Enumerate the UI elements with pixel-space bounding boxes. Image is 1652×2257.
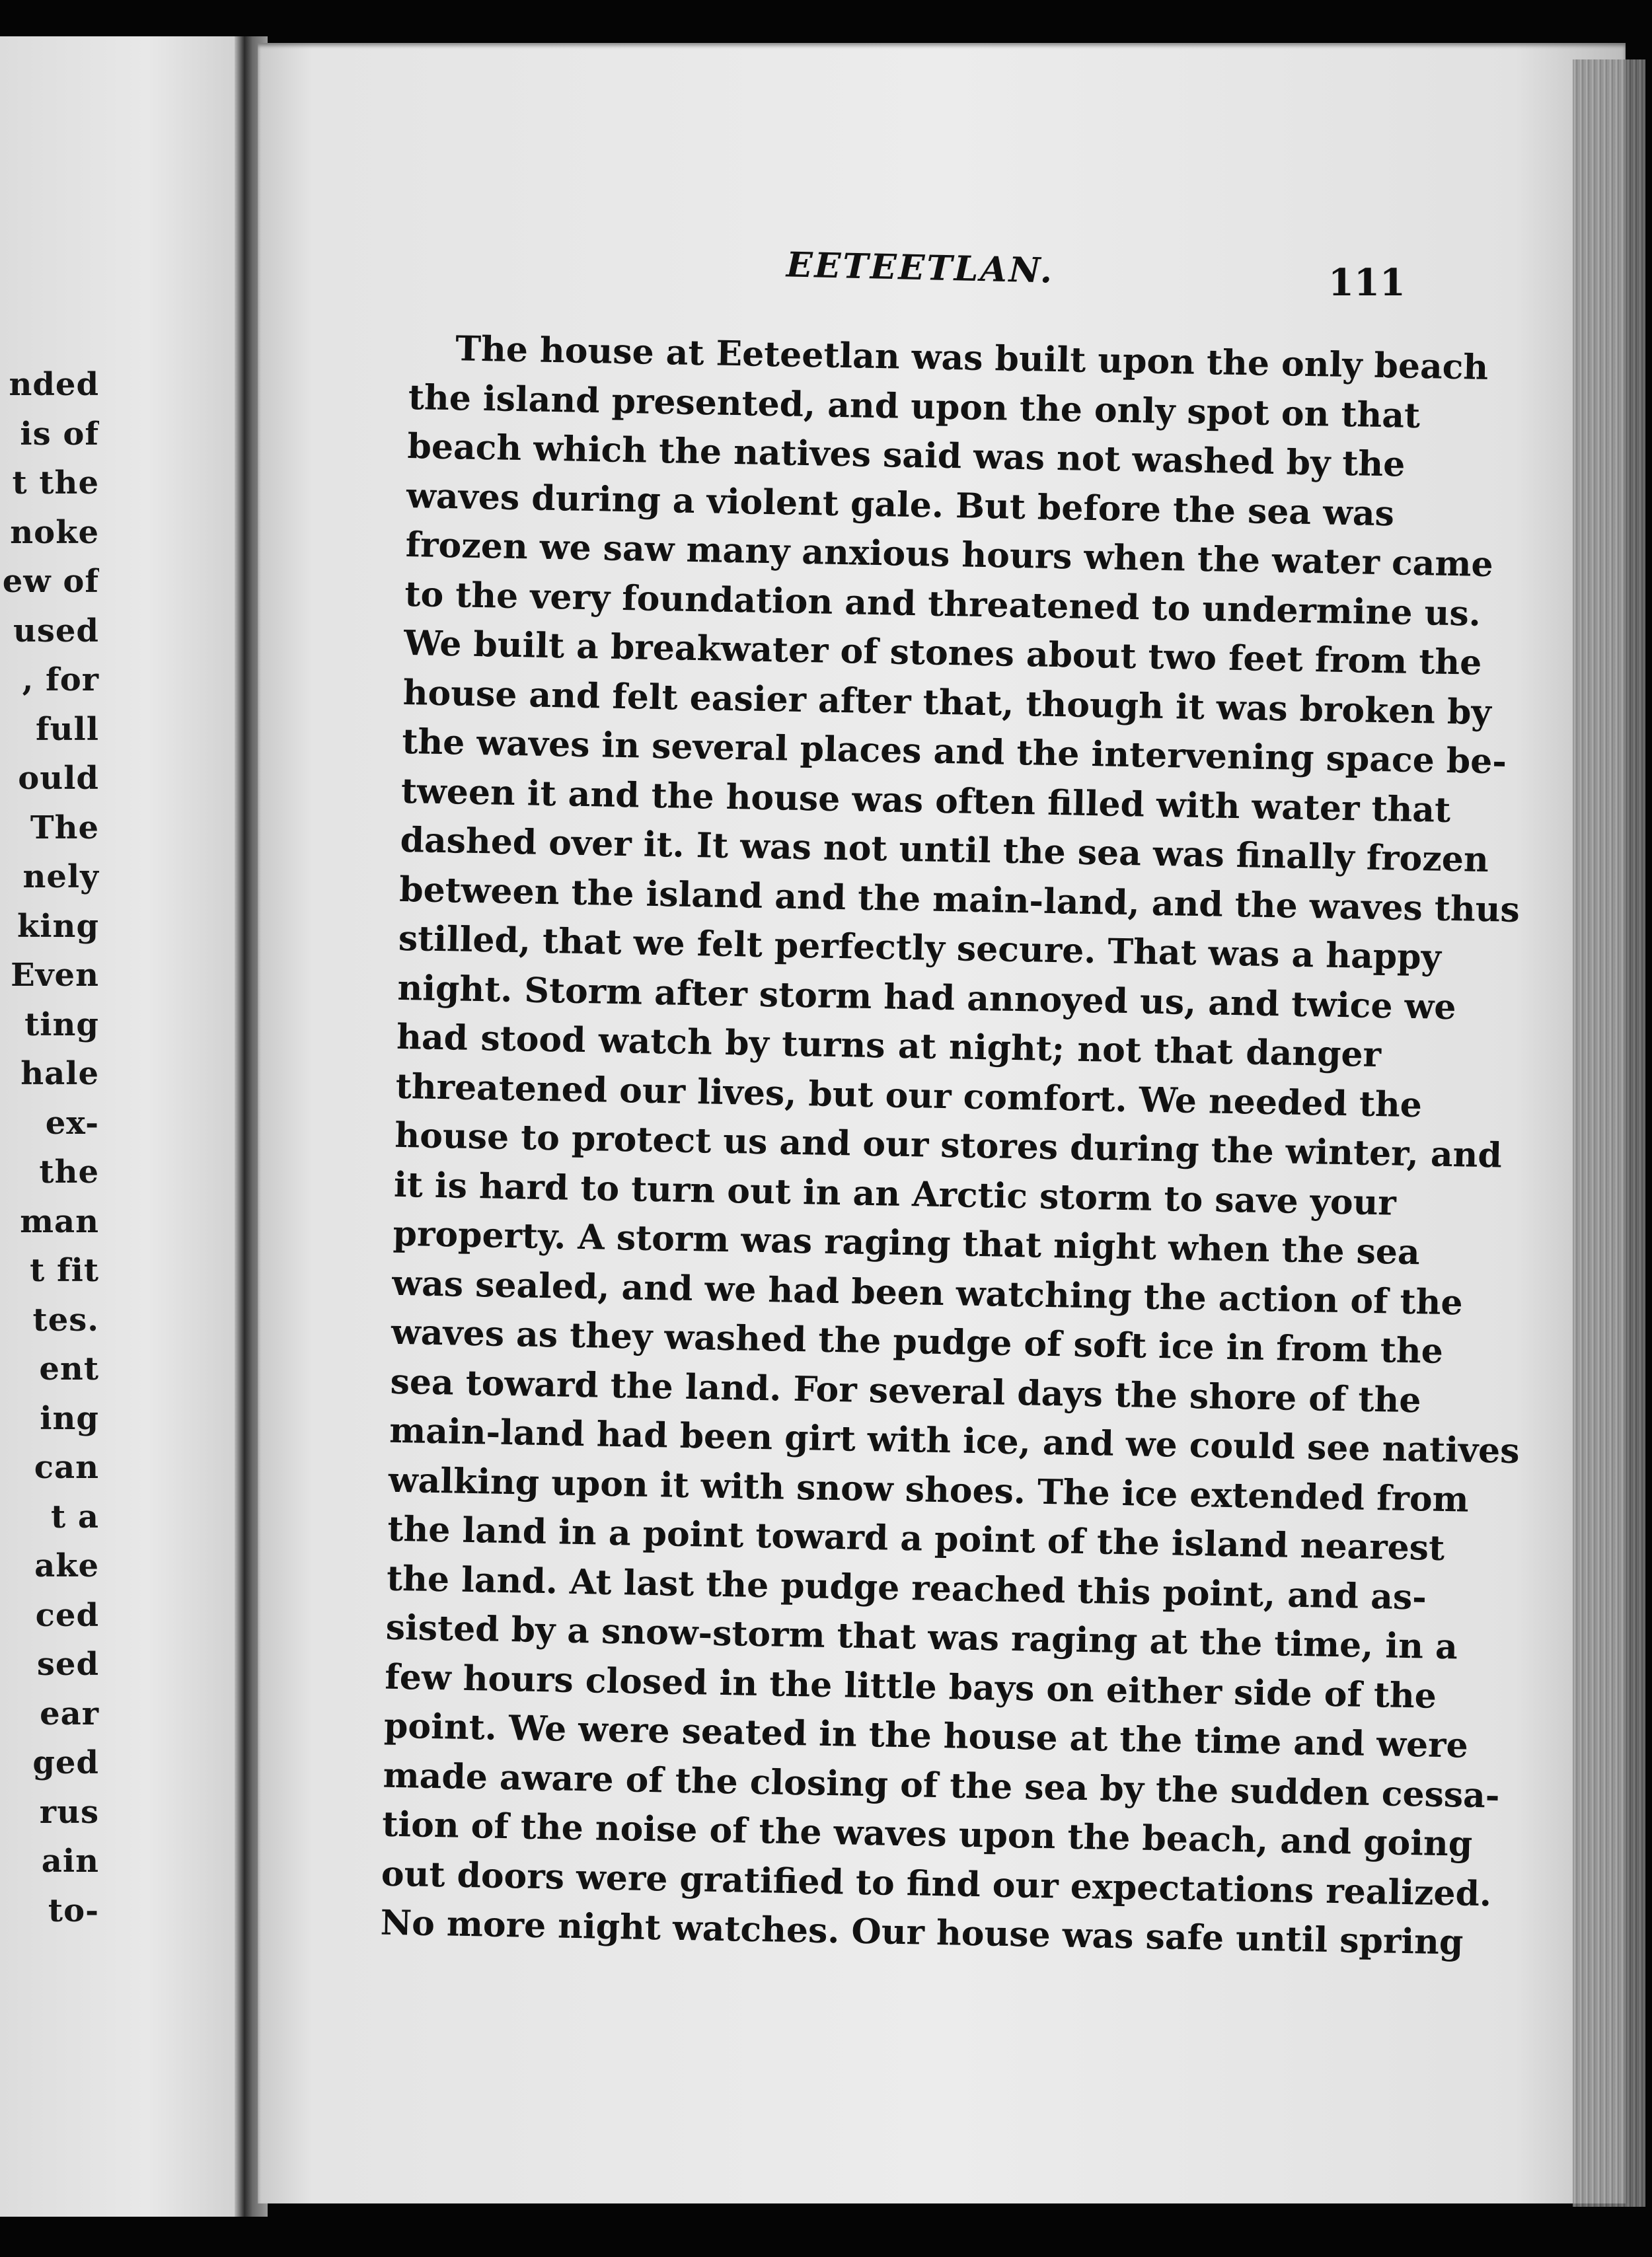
left-page-line: ew of (2, 563, 99, 600)
text-line: few hours closed in the little bays on either side of the (384, 1656, 1437, 1717)
left-page-line: tes. (32, 1301, 99, 1339)
left-page-line: ould (18, 760, 99, 797)
text-line: it is hard to turn out in an Arctic storm to save your (393, 1164, 1397, 1224)
left-page-line: used (13, 612, 99, 649)
text-line: out doors were gratified to find our expectations realized. (381, 1853, 1492, 1914)
text-line: house and felt easier after that, though it was broken by (402, 672, 1492, 733)
text-line: frozen we saw many anxious hours when the water came (405, 524, 1494, 585)
text-line: property. A storm was raging that night when the sea (393, 1213, 1421, 1273)
text-line: the land. At last the pudge reached this point, and as- (386, 1558, 1427, 1618)
text-line: threatened our lives, but our comfort. We needed the (395, 1066, 1423, 1125)
left-page-line: hale (20, 1055, 99, 1092)
text-line: had stood watch by turns at night; not that danger (396, 1016, 1382, 1076)
text-line: was sealed, and we had been watching the action of the (391, 1263, 1464, 1323)
text-line: waves during a violent gale. But before the sea was (406, 475, 1395, 534)
left-page-text (0, 360, 99, 1935)
text-line: beach which the natives said was not washed by the (407, 426, 1406, 485)
left-page-line: noke (10, 513, 99, 551)
left-page-line: , for (22, 661, 99, 698)
text-line: sea toward the land. For several days the shore of the (390, 1361, 1421, 1421)
left-page-line: nded (9, 366, 99, 403)
left-page-line: ting (24, 1006, 99, 1043)
left-page (0, 36, 246, 2217)
left-page-line: ing (40, 1399, 99, 1437)
text-line: dashed over it. It was not until the sea was finally frozen (400, 819, 1489, 881)
text-line: main-land had been girt with ice, and we could see natives (389, 1410, 1521, 1472)
text-line: to the very foundation and threatened to undermine us. (404, 574, 1482, 634)
text-line: the waves in several places and the intervening space be- (401, 721, 1507, 782)
left-page-line: t fit (30, 1252, 99, 1289)
left-page-line: man (20, 1202, 99, 1240)
text-line: The house at Eeteetlan was built upon the only beach (455, 328, 1489, 388)
text-line: night. Storm after storm had annoyed us, and twice we (397, 967, 1456, 1027)
text-line: house to protect us and our stores during the winter, and (394, 1115, 1503, 1176)
left-page-line: ake (34, 1547, 99, 1584)
text-line: tion of the noise of the waves upon the beach, and going (381, 1804, 1473, 1865)
left-page-line: Even (11, 957, 99, 994)
text-line: stilled, that we felt perfectly secure. That was a happy (398, 918, 1442, 978)
left-page-line: ced (35, 1596, 99, 1634)
left-page-line: can (34, 1449, 99, 1486)
text-line: walking upon it with snow shoes. The ice extended from (388, 1460, 1470, 1520)
text-line: tween it and the house was often filled with water that (400, 770, 1451, 831)
text-line: waves as they washed the pudge of soft ice in from the (391, 1312, 1444, 1372)
text-line: We built a breakwater of stones about two feet from the (403, 622, 1482, 683)
left-page-line: to- (48, 1892, 99, 1929)
left-page-line: ex- (45, 1104, 99, 1142)
left-page-line: ged (32, 1744, 99, 1781)
left-page-line: rus (39, 1793, 99, 1831)
running-title: EETEETLAN. (786, 244, 1055, 291)
left-page-line: The (30, 809, 99, 846)
page-edge (1573, 59, 1645, 2207)
page-number: 111 (1328, 261, 1406, 305)
left-page-line: full (35, 710, 99, 748)
left-page-line: ent (39, 1350, 99, 1388)
left-page-line: ain (41, 1843, 99, 1880)
text-line: No more night watches. Our house was safe until spring (380, 1902, 1464, 1963)
text-line: between the island and the main-land, and the waves thus (398, 869, 1521, 930)
left-page-line: t a (51, 1498, 99, 1536)
left-page-line: is of (20, 415, 99, 453)
left-page-line: nely (22, 858, 99, 895)
left-page-line: sed (36, 1646, 99, 1683)
left-page-line: the (39, 1154, 99, 1191)
left-page-line: king (17, 907, 99, 945)
text-line: the land in a point toward a point of the island nearest (387, 1508, 1445, 1569)
text-line: made aware of the closing of the sea by the sudden cessa- (383, 1755, 1500, 1816)
left-page-line: t the (12, 464, 99, 501)
text-line: point. We were seated in the house at the time and were (383, 1705, 1469, 1766)
text-line: sisted by a snow-storm that was raging at the time, in a (385, 1607, 1458, 1668)
text-line: the island presented, and upon the only spot on that (408, 377, 1421, 436)
body-text (380, 324, 1521, 1966)
left-page-line: ear (40, 1695, 99, 1732)
